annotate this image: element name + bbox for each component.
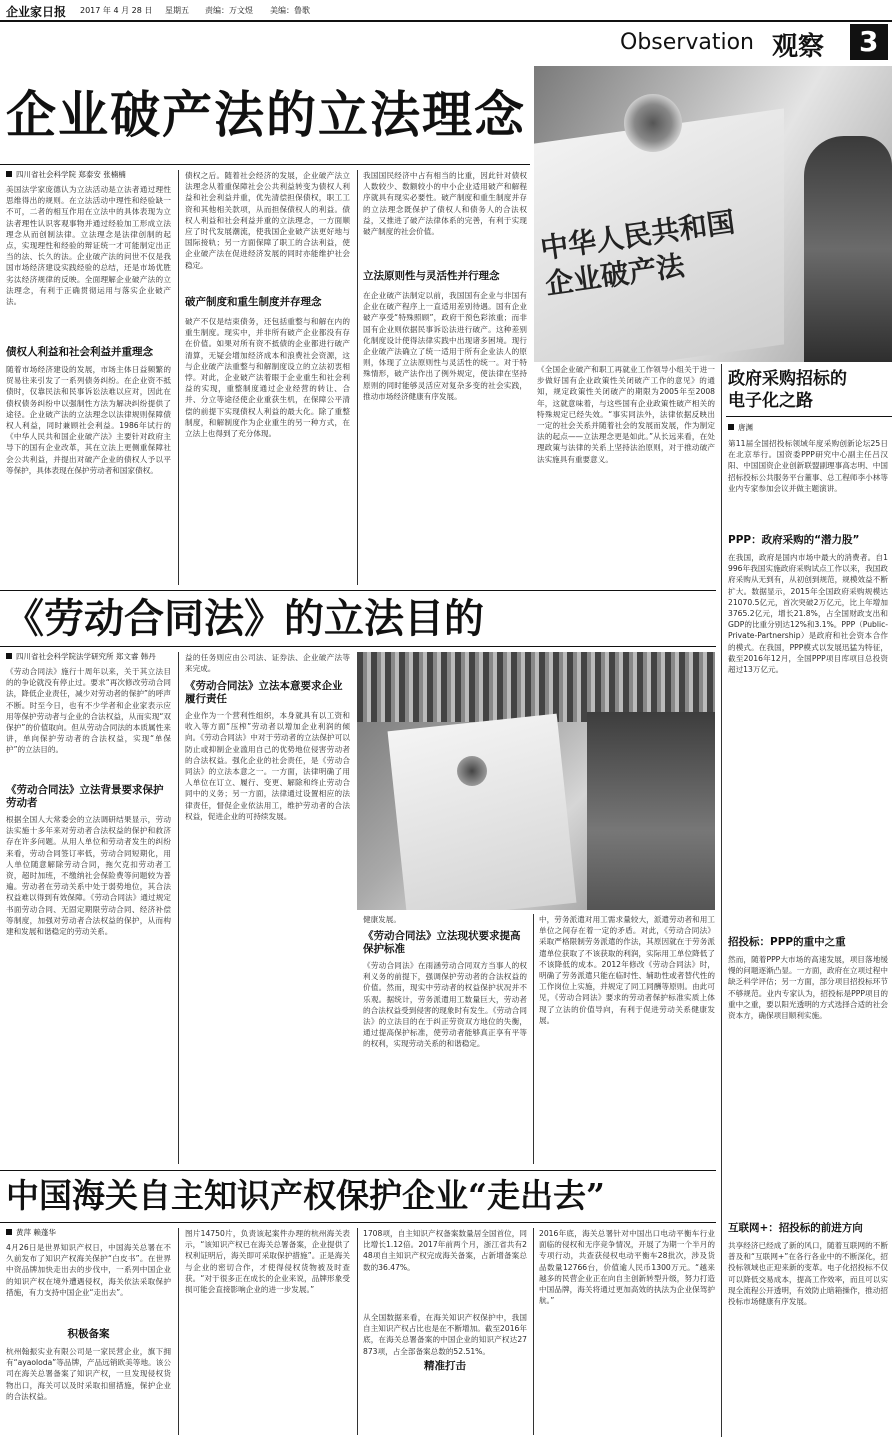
article1-col3-para1: 我国国民经济中占有相当的比重，因此针对债权人数较少、数额较小的中小企业适用破产和解程序就具有现实必要性。破产制度和重生制度并存的立法理念既保护了债权人和债务人的合法权益，又推进了破产法律体系的完善，有利于实现破产制度的社会价值。 bbox=[363, 171, 527, 237]
article1-divider1 bbox=[178, 170, 179, 585]
section-en: Observation bbox=[620, 30, 754, 55]
article3-col4-para: 2016年底，海关总署针对中国出口电动平衡车行业面临的侵权和无序竞争情况，开展了为期一个半月的专项行动，共查获侵权电动平衡车28批次，涉及货品数量12766台，价值逾人民币1300万元。“越来越多的民营企业正在向自主创新转型升级，努力打造中国品牌，海关将通过更加高效的执法为企业保驾护航。” bbox=[539, 1229, 715, 1306]
article3-subhead1: 积极备案 bbox=[67, 1328, 110, 1340]
article2-top-rule bbox=[0, 590, 716, 591]
section-cn: 观察 bbox=[772, 32, 825, 62]
article1-title-rule bbox=[0, 164, 530, 165]
article1-photo-caption: 《全国企业破产和职工再就业工作领导小组关于进一步做好国有企业政策性关闭破产工作的意见》的通知，规定政策性关闭破产的期限为2005年至2008年，这就意味着，与这些国有企业政策性破产相关的特殊规定已经失效。“事实同法外，法律依据反映出一定的社会关系并随着社会的发展而发展，作为制定法的起点——立法理念更是如此。”从长远来看，在处理政策与法律的关系上坚持法治原则，对于推动破产法实施具有重要意义。 bbox=[537, 365, 715, 464]
labor-law-book-cover bbox=[388, 714, 577, 910]
article2-col4-para: 中，劳务派遣对用工需求量较大，派遣劳动者和用工单位之间存在着一定的矛盾。对此，《劳动合同法》采取严格限制劳务派遣的作法，其原因就在于劳务派遣单位获取了不该获取的利润，实际用工单位降低了不该降低的成本。2012年修改《劳动合同法》时，明确了劳务派遣只能在临时性、辅助性或者替代性的工作岗位上实施，并规定了同工同酬等原则。由此可见，《劳动合同法》要求的劳动者保护标准实质上体现了立法的价值导向，有利于促进劳动关系健康发展。 bbox=[539, 915, 715, 1025]
section-header bbox=[560, 24, 892, 60]
article3-top-rule bbox=[0, 1170, 716, 1171]
article2-subhead3: 《劳动合同法》立法现状要求提高保护标准 bbox=[363, 930, 521, 955]
article1-col1-para1: 美国法学家庞德认为立法活动是立法者通过理性思维得出的规则。在立法活动中理性和经验缺一不可，二者的相互作用在立法中的具体表现为立法者理性认识客观事物并通过经验加工形成立法理念从而创制法律。立法理念是法律创制的起点，实现理性和经验的辩证统一才可能制定出正当的法、长久的法。企业破产法的问世不仅是我国市场经济建设实践经验的总结，还是市场优胜劣汰经济规律的反映。全面理解企业破产法的立法理念，有利于正确贯彻运用与落实企业破产法。 bbox=[6, 185, 171, 307]
article3-divider3 bbox=[533, 1228, 534, 1435]
article1-col2-para1: 债权之后。随着社会经济的发展，企业破产法立法理念从着重保障社会公共利益转变为债权人利益和社会利益并重，优先清偿担保债权，职工工资和其他相关款项，从而担保债权人的利益。债权人利益和社会利益并重的立法理念，一方面顺应了时代发展潮流，使我国企业破产法更好地与国际接轨；另一方面保障了职工的合法利益，使企业破产法在促进经济发展的同时亦能维护社会稳定。 bbox=[185, 171, 350, 270]
readers-silhouette bbox=[587, 712, 715, 910]
article3-col3-para2: 从全国数据来看，在海关知识产权保护中，我国自主知识产权占比也是在不断增加。截至2016年底，在海关总署备案的中国企业的知识产权达27873项，占全部备案总数的52.51%。 bbox=[363, 1313, 527, 1356]
article1-divider2 bbox=[357, 170, 358, 585]
sidebar-subhead3: 互联网+：招投标的前进方向 bbox=[728, 1222, 863, 1234]
article3-divider2 bbox=[357, 1228, 358, 1435]
sidebar-title-line2: 电子化之路 bbox=[728, 391, 813, 411]
article1-byline bbox=[6, 170, 126, 180]
article2-col1-para1: 《劳动合同法》施行十周年以来，关于其立法目的的争论就没有停止过。要求“再次修改劳动合同法，降低企业责任，减少对劳动者的保护”的呼声不断。时至今日，也有不少学者和企业家表示应用等保护劳动者与企业的合法权益，从而实现“双保护”的价值取向。但从劳动合同法的本质属性来讲，单向保护劳动者的合法权益，实现“单保护”的立法目的。 bbox=[6, 667, 171, 755]
sidebar-para3: 然而，随着PPP大市场的高速发展，项目落地缓慢的问题逐渐凸显。一方面，政府在立项过程中缺乏科学评估；另一方面，部分项目招投标环节不够规范。业内专家认为，招投标是PPP项目的重中之重，要以阳光透明的方式选择合适的社会资本方，确保项目顺利实施。 bbox=[728, 955, 888, 1021]
article1-subhead2: 破产制度和重生制度并存理念 bbox=[185, 296, 322, 308]
article2-byline bbox=[6, 652, 156, 662]
article3-col1-para2: 杭州翰振实业有限公司是一家民营企业，旗下拥有“ayaoloda”等品牌，产品远销欧美等地。该公司在海关总署备案了知识产权，一旦发现侵权货物出口，海关可以及时采取扣留措施，保护企业的合法权益。 bbox=[6, 1347, 171, 1401]
sidebar-byline-text: 唐渊 bbox=[738, 423, 753, 432]
article2-divider3 bbox=[533, 914, 534, 1164]
masthead-rule bbox=[0, 20, 892, 22]
article2-subhead1: 《劳动合同法》立法背景要求保护劳动者 bbox=[6, 784, 164, 809]
bankruptcy-law-photo bbox=[534, 66, 892, 362]
article2-col2-para1: 益的任务则应由公司法、证券法、企业破产法等来完成。 bbox=[185, 653, 350, 674]
sidebar-divider bbox=[721, 364, 722, 1437]
issue-weekday: 星期五 bbox=[165, 6, 189, 15]
masthead bbox=[0, 0, 892, 22]
article2-title-rule bbox=[0, 646, 716, 647]
article2-subhead2: 《劳动合同法》立法本意要求企业履行责任 bbox=[185, 680, 343, 705]
issue-designer: 美编：鲁歌 bbox=[270, 6, 310, 15]
article3-col2-para: 图片14750片，负责该起案件办理的杭州海关表示，“该知识产权已在海关总署备案，企业提供了权利证明后，海关即可采取保护措施”。正是海关与企业的密切合作，才使得侵权货物被及时查获。“对于很多正在成长的企业来说，品牌形象受损可能会直接影响企业的进一步发展。” bbox=[185, 1229, 350, 1295]
article3-subhead2: 精准打击 bbox=[424, 1360, 466, 1372]
article3-title: 中国海关自主知识产权保护企业“走出去” bbox=[6, 1176, 605, 1215]
sidebar-para2: 在我国，政府是国内市场中最大的消费者。自1996年我国实施政府采购试点工作以来，我国政府采购从无到有，从初创到规范，规模效益不断扩大。数据显示，2015年全国政府采购规模达21070.5亿元，首次突破2万亿元，比上年增加3765.2亿元，增长21.8%，占全国财政支出和GDP的比重分别达12%和3.1%。PPP（Public-Private-Partnership）是政府和社会资本合作的模式。在我国，PPP模式以发展迅猛为特征，截至2016年12月，全国PPP项目库项目总投资超过13万亿元。 bbox=[728, 553, 888, 675]
sidebar-para4: 共享经济已经成了新的风口，随着互联网的不断普及和“互联网+”在各行各业中的不断深化，招投标领域也正迎来新的变革。电子化招投标不仅可以降低交易成本，提高工作效率，而且可以实现全流程公开透明，有效防止暗箱操作，推动招投标市场健康有序发展。 bbox=[728, 1241, 888, 1307]
article3-col3-para1: 1708项，自主知识产权备案数量居全国首位，同比增长1.12倍。2017年前两个月，浙江省共有248项自主知识产权完成海关备案，占新增备案总数的36.47%。 bbox=[363, 1229, 527, 1272]
page-number: 3 bbox=[859, 25, 879, 58]
article2-divider1 bbox=[178, 652, 179, 1164]
sidebar-title-line1: 政府采购招标的 bbox=[728, 369, 847, 389]
article2-col2-para2: 企业作为一个营利性组织，本身就具有以工资和收入等方面“压榨”劳动者以增加企业利润的倾向。《劳动合同法》中对于劳动者的立法保护可以防止或抑制企业滥用自己的优势地位侵害劳动者的合法权益。强化企业的社会责任，是《劳动合同法》的立法本意之一。一方面，法律明确了用人单位在订立、履行、变更、解除和终止劳动合同中的义务；另一方面，法律通过设置相应的法律责任，督促企业依法用工，维护劳动者的合法权益，促进企业的可持续发展。 bbox=[185, 711, 350, 821]
article2-byline-text: 四川省社会科学院法学研究所 郑文睿 韩丹 bbox=[16, 652, 156, 661]
sidebar-title-rule bbox=[726, 416, 892, 417]
article1-subhead1: 债权人利益和社会利益并重理念 bbox=[6, 346, 153, 358]
national-emblem-icon bbox=[624, 94, 682, 152]
article1-col3-para2: 在企业破产法制定以前，我国国有企业与非国有企业在破产程序上一直适用差别待遇。国有企业破产享受“特殊照顾”，政府干预色彩浓重；而非国有企业则依据民事诉讼法进行破产。这种差别化制度设计使得法律实践中出现诸多困境。现行企业破产法确立了统一适用于所有企业法人的原则，体现了立法原则性与灵活性的统一。对于特殊情形，破产法作出了例外规定，使法律在坚持原则的同时能够灵活应对复杂多变的社会实践，推动市场经济健康有序发展。 bbox=[363, 291, 527, 401]
law-book-title: 中华人民共和国企业破产法 bbox=[538, 205, 737, 301]
article2-title: 《劳动合同法》的立法目的 bbox=[4, 595, 484, 642]
sidebar-subhead1: PPP：政府采购的“潜力股” bbox=[728, 534, 860, 546]
issue-editor: 责编：万文煜 bbox=[205, 6, 253, 15]
labor-contract-law-photo bbox=[357, 652, 715, 910]
article1-col1-para2: 随着市场经济建设的发展，市场主体日益频繁的贸易往来引发了一系列债务纠纷。在企业资不抵债时，仅靠民法和民事诉讼法难以应对，因此在债权债务纠纷中以强制性方法为解决纠纷提供了途径。企业破产法的立法理念以法律规则保障债权人利益，同时兼顾社会利益。1986年试行的《中华人民共和国企业破产法》主要针对政府主导下的国有企业改革，其在立法上更侧重保障社会公共利益，并提出对破产企业的债权人予以平等保护，具体表现在保护劳动者和国家债权。 bbox=[6, 365, 171, 475]
article2-col3-para1: 健康发展。 bbox=[363, 915, 401, 924]
sidebar-para1: 第11届全国招投标领域年度采购创新论坛25日在北京举行。国资委PPP研究中心副主任吕汉阳、中国国资企业创新联盟副理事高志明、中国招标投标公共服务平台董事、总工程师李小林等业内专家参加会议并做主题演讲。 bbox=[728, 439, 888, 493]
sidebar-byline bbox=[728, 423, 753, 433]
article3-title-rule bbox=[0, 1222, 716, 1223]
person-silhouette bbox=[804, 136, 892, 362]
article3-byline-text: 黄萍 赖蓬华 bbox=[16, 1228, 56, 1237]
article2-col3-para2: 《劳动合同法》在雨涵劳动合同双方当事人的权利义务的前提下，强调保护劳动者的合法权益的价值。然而，现实中劳动者的权益保护状况并不乐观。据统计，劳务派遣用工数量巨大，劳动者的合法权益受到侵害的现象时有发生。《劳动合同法》的立法目的在于纠正劳资双方地位的失衡，通过提高保护标准，使劳动者能够真正享有平等的权利，实现劳动关系的和谐稳定。 bbox=[363, 961, 527, 1049]
article2-col1-para2: 根据全国人大常委会的立法调研结果显示，劳动法实施十多年来对劳动者合法权益的保护和救济存在许多问题。从用人单位和劳动者发生的纠纷来看，劳动合同签订率低，劳动合同短期化，用人单位随意解除劳动合同，拖欠克扣劳动者工资，超时加班，不缴纳社会保险费等问题较为普遍。劳动者在劳动关系中处于弱势地位，其合法权益难以得到有效保障。《劳动合同法》通过规定书面劳动合同、无固定期限劳动合同、经济补偿等制度，加强对劳动者合法权益的保护，从而构建和发展和谐稳定的劳动关系。 bbox=[6, 815, 171, 937]
article3-col1-para1: 4月26日是世界知识产权日，中国海关总署在不久前发布了知识产权海关保护“白皮书”。在世界中资品牌加快走出去的步伐中，一系列中国企业的知识产权在境外遭遇侵权，海关依法采取保护措施，有力支持中国企业“走出去”。 bbox=[6, 1243, 171, 1297]
issue-date: 2017 年 4 月 28 日 bbox=[80, 6, 153, 15]
article3-divider1 bbox=[178, 1228, 179, 1435]
article3-byline bbox=[6, 1228, 56, 1238]
article1-byline-text: 四川省社会科学院 郑泰安 张楠楠 bbox=[16, 170, 126, 179]
article1-title: 企业破产法的立法理念 bbox=[6, 85, 526, 144]
paper-name: 企业家日报 bbox=[6, 5, 67, 19]
article1-col2-para2: 破产不仅是结束债务，还包括重整与和解在内的重生制度。现实中，并非所有破产企业都没有存在价值。如果对所有资不抵债的企业都进行破产清算，无疑会增加经济成本和浪费社会资源，这与企业破产法重整与和解制度设立的立法初衷相悖。对此，企业破产法着眼于企业重生和社会利益的实现，重整制度通过企业经营的转让、合并、分立等途径使企业重获生机，在保障公平清偿的前提下实现债权人利益的最大化。除了重整制度，和解制度作为企业重生的另一种方式，在立法上也得到了充分体现。 bbox=[185, 317, 350, 439]
national-emblem-icon-2 bbox=[457, 756, 487, 786]
sidebar-subhead2: 招投标：PPP的重中之重 bbox=[728, 936, 846, 948]
article1-subhead3: 立法原则性与灵活性并行理念 bbox=[363, 270, 500, 282]
